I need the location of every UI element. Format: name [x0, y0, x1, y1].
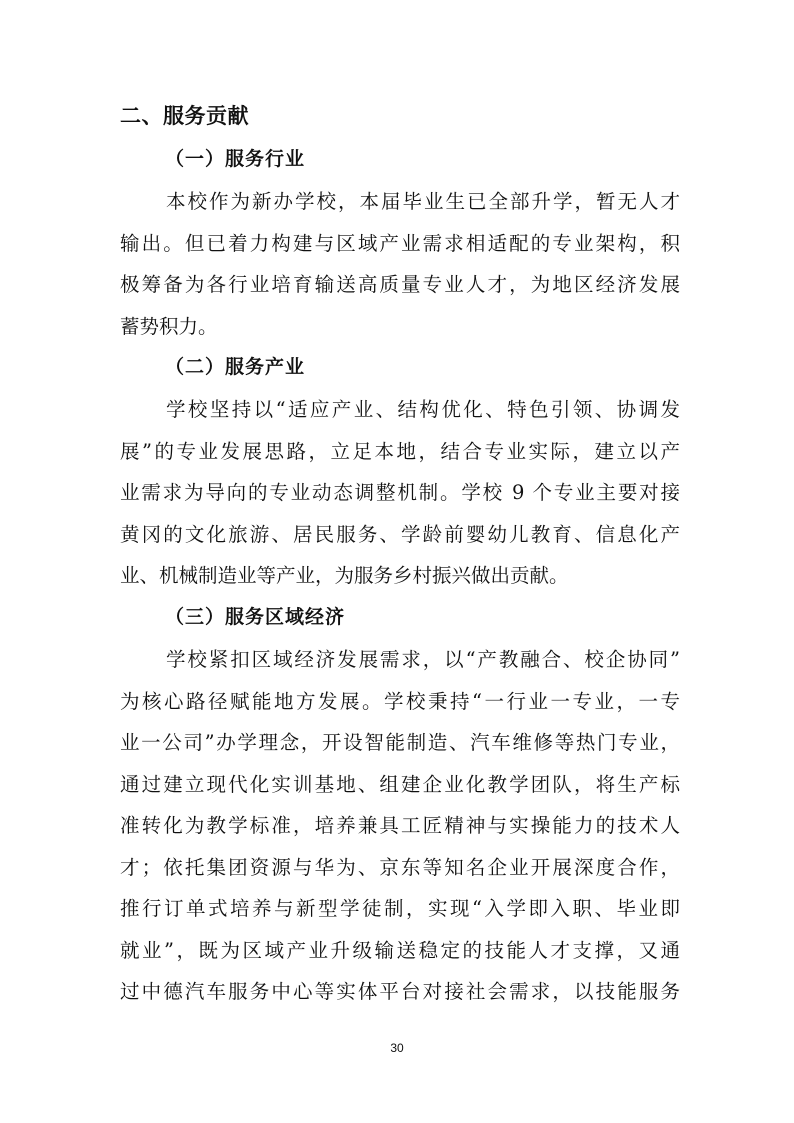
paragraph-industry: [120, 181, 680, 347]
subsection-title-regional-economy: （三）服务区域经济: [165, 606, 346, 628]
text-line: 学校紧扣区域经济发展需求，以“产教融合、校企协同”: [166, 648, 680, 671]
text-line: 展”的专业发展思路，立足本地，结合专业实际，建立以产: [120, 439, 680, 463]
text-line: 为核心路径赋能地方发展。学校秉持“一行业一专业，一专: [120, 689, 680, 713]
section-heading: 二、服务贡献: [120, 104, 249, 128]
text-line: 业、机械制造业等产业，为服务乡村振兴做出贡献。: [120, 564, 569, 587]
text-line: 蓄势积力。: [120, 314, 218, 338]
subsection-title-industry: （一）服务行业: [165, 148, 306, 170]
text-line: 就业”，既为区域产业升级输送稳定的技能人才支撑，又通: [120, 938, 680, 962]
paragraph-regional-economy: [120, 639, 680, 1013]
text-line: 推行订单式培养与新型学徒制，实现“入学即入职、毕业即: [120, 897, 680, 920]
text-line: 黄冈的文化旅游、居民服务、学龄前婴幼儿教育、信息化产: [120, 522, 680, 546]
subsection-title-sector: （二）服务产业: [165, 356, 306, 378]
text-line: 业一公司”办学理念，开设智能制造、汽车维修等热门专业，: [120, 731, 680, 754]
text-line: 学校坚持以“适应产业、结构优化、特色引领、协调发: [166, 398, 680, 421]
text-line: 才；依托集团资源与华为、京东等知名企业开展深度合作，: [120, 855, 680, 879]
text-line: 通过建立现代化实训基地、组建企业化教学团队，将生产标: [120, 772, 680, 796]
page-number: 30: [390, 1041, 404, 1055]
text-line: 业需求为导向的专业动态调整机制。学校 9 个专业主要对接: [120, 481, 680, 504]
text-line: 本校作为新办学校，本届毕业生已全部升学，暂无人才: [166, 190, 680, 213]
paragraph-sector: [120, 389, 680, 597]
text-line: 输出。但已着力构建与区域产业需求相适配的专业架构，积: [120, 231, 680, 255]
text-line: 极筹备为各行业培育输送高质量专业人才，为地区经济发展: [120, 273, 680, 296]
text-line: 准转化为教学标准，培养兼具工匠精神与实操能力的技术人: [120, 814, 680, 837]
text-line: 过中德汽车服务中心等实体平台对接社会需求，以技能服务: [120, 980, 680, 1003]
